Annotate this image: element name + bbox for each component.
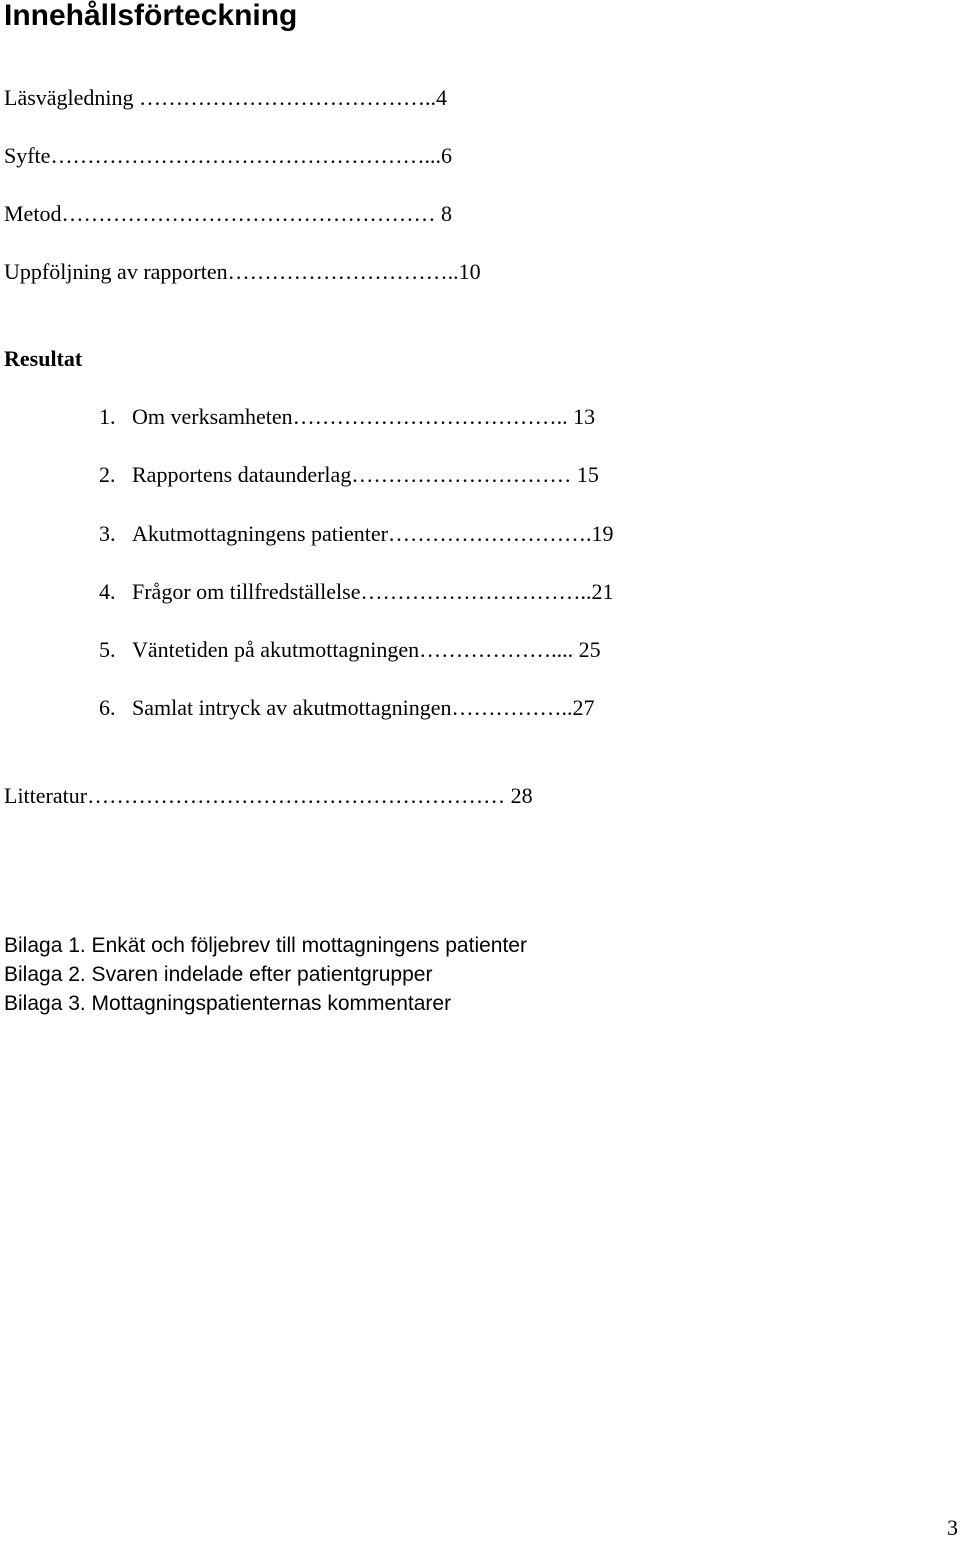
appendix-item-1[interactable]: Bilaga 1. Enkät och följebrev till mottagningens patienter — [4, 934, 527, 957]
toc-entry-result-1[interactable] — [99, 404, 595, 430]
appendix-item-2[interactable]: Bilaga 2. Svaren indelade efter patientgrupper — [4, 963, 433, 986]
toc-entry-label: Rapportens dataunderlag………………………… 15 — [132, 462, 599, 487]
toc-entry-litteratur[interactable]: Litteratur………………………………………………… 28 — [4, 783, 533, 808]
toc-entry-label: Väntetiden på akutmottagningen……………….... 25 — [132, 637, 601, 662]
toc-entry-result-4[interactable] — [99, 579, 614, 605]
toc-entry-syfte[interactable]: Syfte……………………………………………...6 — [4, 143, 452, 168]
toc-entry-label: Akutmottagningens patienter……………………….19 — [132, 521, 614, 546]
toc-entry-label: Frågor om tillfredställelse…………………………..21 — [132, 579, 614, 604]
toc-entry-number: 5. — [99, 637, 116, 662]
appendix-item-3[interactable]: Bilaga 3. Mottagningspatienternas kommentarer — [4, 992, 452, 1015]
toc-entry-number: 3. — [99, 521, 116, 546]
toc-entry-label: Samlat intryck av akutmottagningen……………..27 — [132, 695, 595, 720]
toc-entry-result-2[interactable] — [99, 462, 599, 488]
toc-entry-result-6[interactable] — [99, 695, 595, 721]
toc-entry-result-5[interactable] — [99, 637, 601, 663]
toc-entry-lasvagledning[interactable]: Läsvägledning …………………………………..4 — [4, 85, 448, 110]
toc-entry-number: 6. — [99, 695, 116, 720]
page-title: Innehållsförteckning — [4, 0, 298, 32]
page-number: 3 — [947, 1515, 958, 1540]
toc-entry-metod[interactable]: Metod…………………………………………… 8 — [4, 201, 452, 226]
toc-entry-uppfoljning[interactable]: Uppföljning av rapporten…………………………..10 — [4, 259, 481, 284]
toc-entry-result-3[interactable] — [99, 521, 614, 547]
toc-entry-number: 1. — [99, 404, 116, 429]
toc-entry-number: 4. — [99, 579, 116, 604]
toc-entry-label: Om verksamheten……………………………….. 13 — [132, 404, 596, 429]
toc-entry-number: 2. — [99, 462, 116, 487]
results-heading: Resultat — [4, 346, 83, 371]
